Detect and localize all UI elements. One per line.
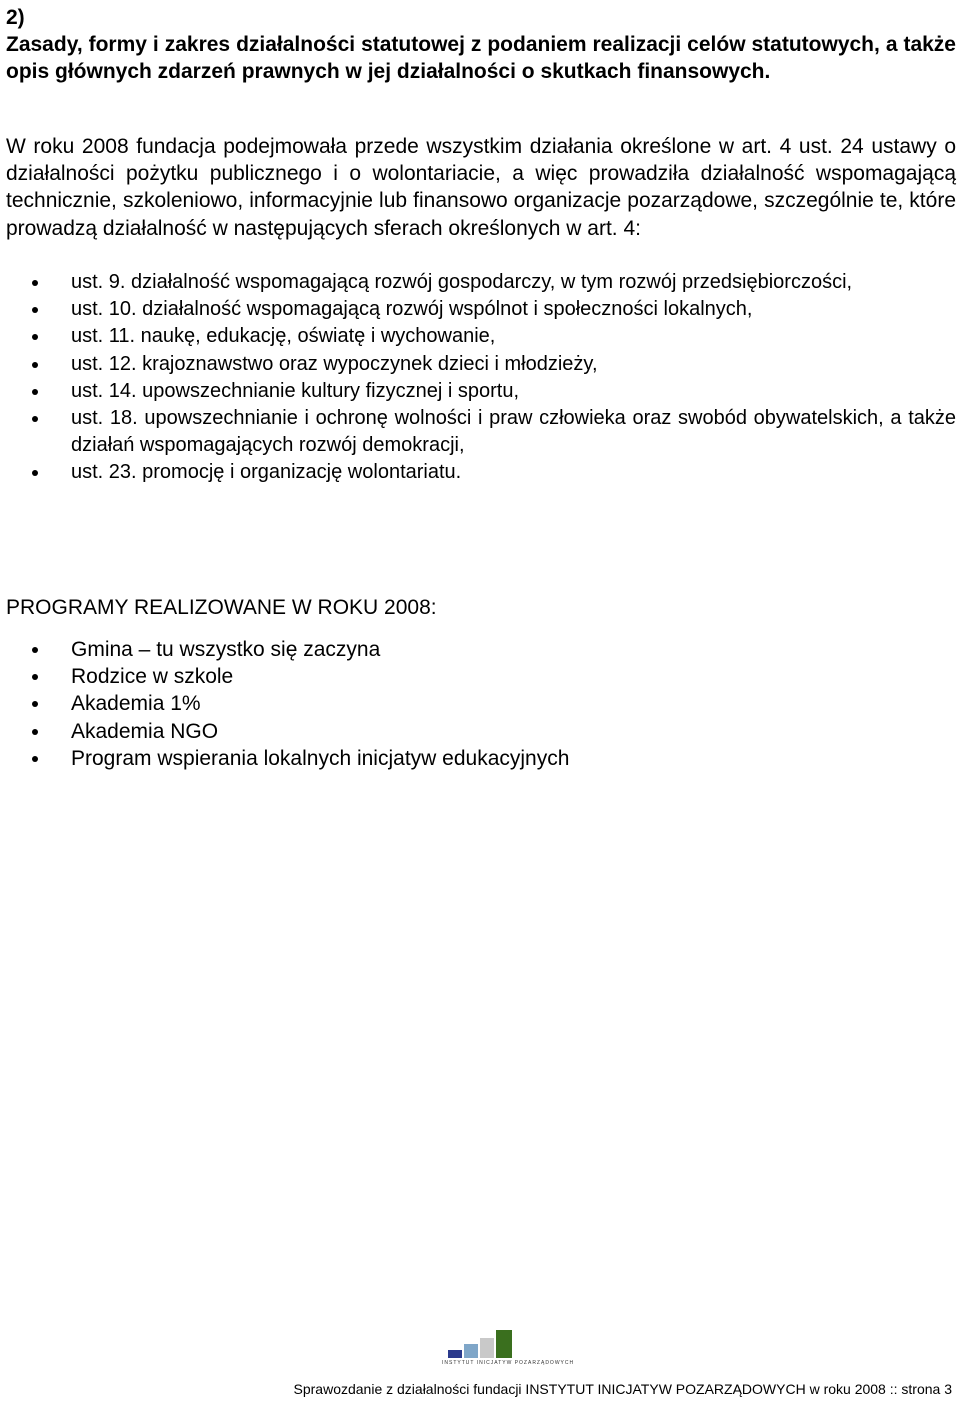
section-heading: Zasady, formy i zakres działalności statutowej z podaniem realizacji celów statutowych, a także opis głównych zdarzeń prawnych w jej działalności o skutkach finansowych.	[6, 33, 956, 83]
list-item	[6, 405, 956, 459]
bullet-icon	[32, 362, 38, 368]
programs-title: PROGRAMY REALIZOWANE W ROKU 2008:	[6, 596, 437, 619]
activity-text: ust. 12. krajoznawstwo oraz wypoczynek dzieci i młodzieży,	[71, 352, 598, 375]
activity-text: ust. 9. działalność wspomagającą rozwój gospodarczy, w tym rozwój przedsiębiorczości,	[71, 271, 853, 293]
list-item	[6, 636, 956, 663]
list-item	[6, 296, 956, 323]
programs-list	[6, 636, 956, 772]
program-text: Akademia NGO	[71, 719, 219, 743]
activity-text: ust. 10. działalność wspomagającą rozwój wspólnot i społeczności lokalnych,	[71, 298, 753, 321]
bullet-icon	[32, 756, 38, 762]
intro-paragraph: W roku 2008 fundacja podejmowała przede wszystkim działania określone w art. 4 ust. 24 ustawy o działalności pożytku publicznego i o wolontariacie, a więc prowadziła działalność wspomagającą technicznie, szkoleniowo, informacyjnie lub finansowo organizacje pozarządowe, szczególnie te, które prowadzą działalność w następujących sferach określonych w art. 4:	[6, 135, 956, 240]
activities-list	[6, 269, 956, 487]
organization-logo	[442, 1322, 575, 1372]
program-text: Gmina – tu wszystko się zaczyna	[71, 638, 381, 661]
program-text: Rodzice w szkole	[71, 665, 234, 689]
bullet-icon	[32, 280, 38, 286]
program-text: Program wspierania lokalnych inicjatyw edukacyjnych	[71, 746, 570, 770]
activity-text: ust. 14. upowszechnianie kultury fizycznej i sportu,	[71, 379, 519, 402]
activity-text: ust. 11. naukę, edukację, oświatę i wychowanie,	[71, 325, 496, 348]
list-item	[6, 459, 956, 486]
section-number: 2)	[6, 6, 25, 29]
bullet-icon	[32, 334, 38, 340]
list-item	[6, 351, 956, 378]
logo-bar-icon	[448, 1350, 462, 1358]
list-item	[6, 718, 956, 745]
logo-text: INSTYTUT INICJATYW POZARZĄDOWYCH	[442, 1360, 575, 1366]
logo-bar-icon	[496, 1330, 512, 1358]
logo-bar-icon	[480, 1338, 494, 1358]
list-item	[6, 690, 956, 717]
bullet-icon	[32, 470, 38, 476]
list-item	[6, 269, 956, 296]
logo-bar-icon	[464, 1344, 478, 1358]
bullet-icon	[32, 674, 38, 680]
list-item	[6, 745, 956, 772]
bullet-icon	[32, 416, 38, 422]
bullet-icon	[32, 389, 38, 395]
bullet-icon	[32, 729, 38, 735]
list-item	[6, 663, 956, 690]
page-footer: Sprawozdanie z działalności fundacji INSTYTUT INICJATYW POZARZĄDOWYCH w roku 2008 :: strona 3	[293, 1381, 952, 1397]
bullet-icon	[32, 647, 38, 653]
bullet-icon	[32, 307, 38, 313]
list-item	[6, 323, 956, 350]
program-text: Akademia 1%	[71, 692, 201, 716]
activity-text: ust. 23. promocję i organizację wolontariatu.	[71, 461, 462, 484]
bullet-icon	[32, 701, 38, 707]
list-item	[6, 378, 956, 405]
activity-text: ust. 18. upowszechnianie i ochronę wolności i praw człowieka oraz swobód obywatelskich, a także działań wspomagających rozwój demokracji,	[71, 407, 956, 457]
